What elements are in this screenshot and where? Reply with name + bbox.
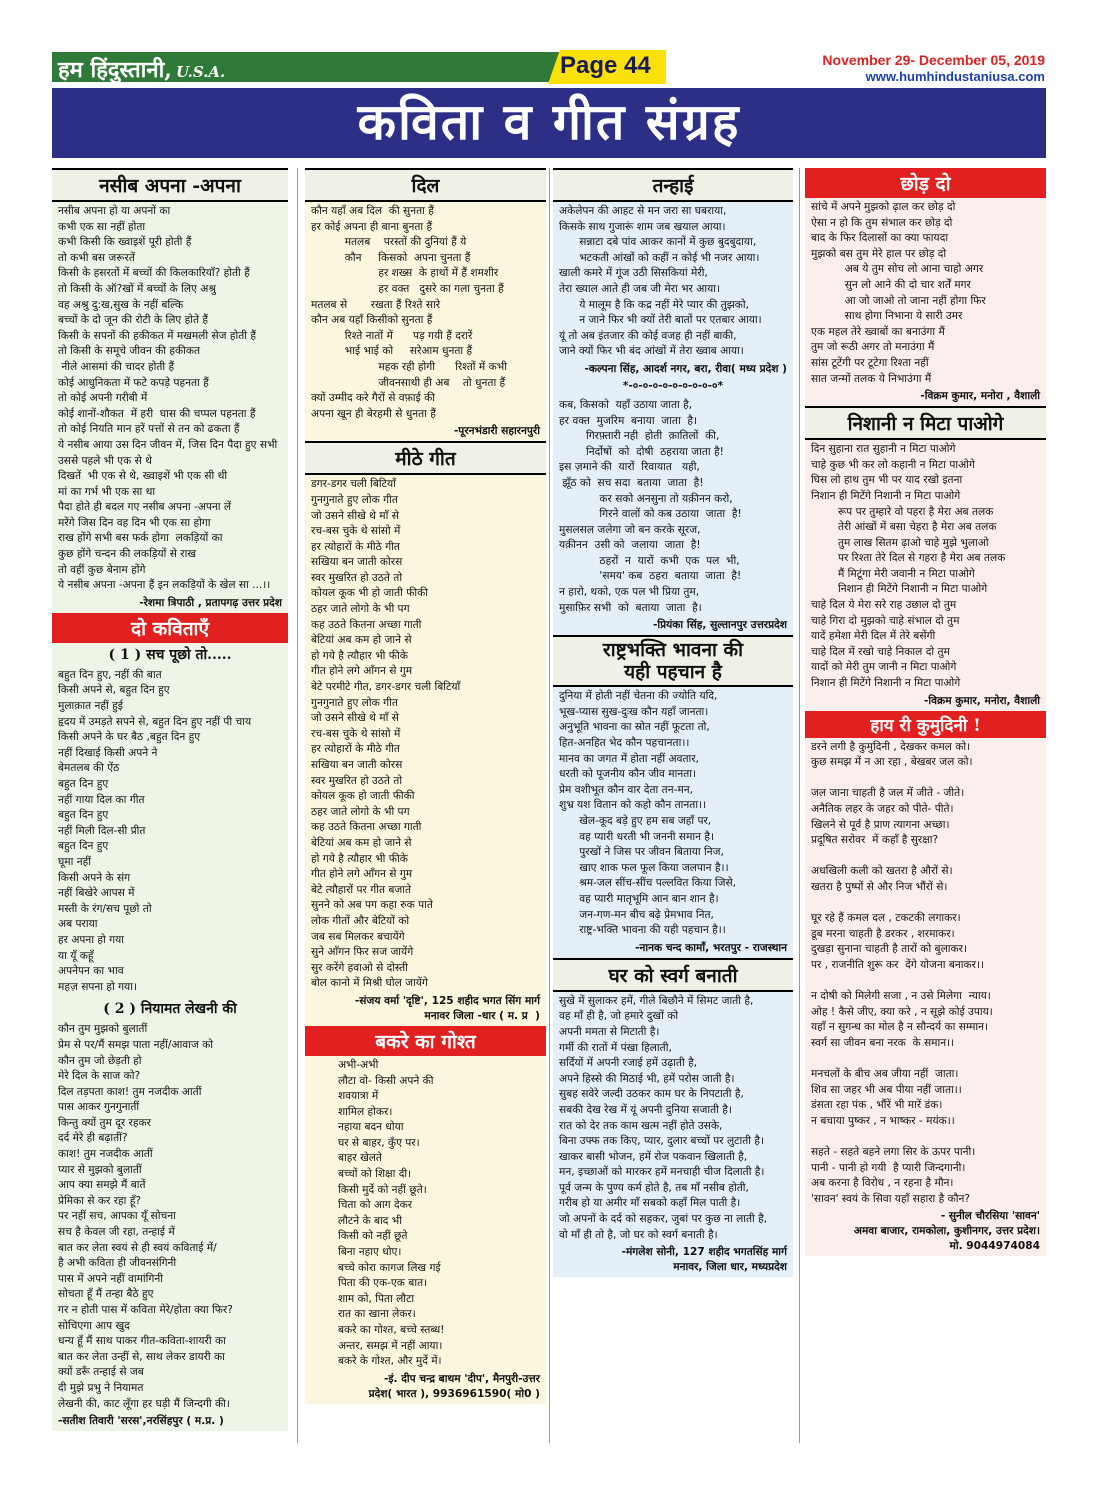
poem-body: अकेलेपन की आहट से मन जरा सा घबराया, किसके साथ गुजारूं शाम जब खयाल आया। सन्नाटा दबे पांव आकर कानों में कुछ बुदबुदाया, भटकती आंखों को कहीं न कोई भी नजर आया। खाली कमरे में गूंज उठी सिसकियां मेरी, तेरा ख्याल आते ही जब जी मेरा भर आया। ये मालूम है कि कद्र नहीं मेरे प्यार की तुझको, न जाने फिर भी क्यों तेरी बातों पर एतबार आया। यूं तो अब इंतजार की कोई वजह ही नहीं बाकी, जाने क्यों फिर भी बंद आंखों में तेरा ख्वाब आया। — [559, 205, 762, 358]
poem-tanhai — [553, 168, 793, 396]
column-3 — [553, 168, 793, 1443]
poem-meethe-geet — [305, 441, 546, 1026]
poem-body: दुनिया में होती नहीं चेतना की ज्योति यदि, भूख-प्यास सुख-दुःख कौन यहाँ जानता। अनुभूति भावना का स्रोत नहीं फूटता तो, हित-अनहित भेद कौन पहचानता।। मानव का जगत में होता नहीं अवतार, धरती को पूजनीय कौन जीव मानता। प्रेम वशीभूत कौन वार देता तन-मन, शुभ्र यश वितान को कहो कौन तानता।। खेल-कूद बड़े हुए हम सब जहाँ पर, वह प्यारी धरती भी जननी समान है। पुरखों ने जिस पर जीवन बिताया निज, खाए शाक फल फूल किया जलपान है।। श्रम-जल सींच-सींच पल्लवित किया जिसे, वह प्यारी मातृभूमि आन बान शान है। जन-गण-मन बीच बढ़े प्रेमभाव नित, राष्ट्र-भक्ति भावना की यही पहचान है।। — [559, 690, 737, 937]
poem-chhod-do — [805, 168, 1046, 406]
poem-body: नसीब अपना हो या अपनों का कभी एक सा नहीं होता कभी किसी कि ख्वाइशें पूरी होती हैं तो कभी बस जरूरतें किसी के हसरतों में बच्चों की किलकारियाँ? होती हैं तो किसी के ऑ?खों में बच्चों के लिए अश्रु वह अश्रु दु:ख,सुख के नहीं बल्कि बच्चों के दो जून की रोटी के लिए होते हैं किसी के सपनों की हकीकत में मखमली सेज होती हैं तो किसी के समूचे जीवन की हकीकत नीले आसमां की चादर होती हैं कोई आधुनिकता में फटे कपड़े पहनता हैं तो कोई अपनी गरीबी में कोई शानों-शौकत में हरी घास की चप्पल पहनता हैं तो कोई नियति मान हरें पत्तों से तन को ढकता हैं ये नसीब आया उस दिन जीवन में, जिस दिन पैदा हुए सभी उससे पहले भी एक से थे दिखतें भी एक से थे, ख्वाइशें भी एक सी थी मां का गर्भ भी एक सा था पैदा होते ही बदल गए नसीब अपना -अपना लें मरेंगे जिस दिन वह दिन भी एक सा होगा राख होंगे सभी बस फर्क होगा लकड़ियों का कुछ होंगे चन्दन की लकड़ियों से राख तो वहीं कुछ बेनाम होंगे ये नसीब अपना -अपना हैं इन लकड़ियों के खेल सा ...।। — [58, 205, 278, 592]
poem-body: दिन सुहाना रात सुहानी न मिटा पाओगे चाहे कुछ भी कर लो कहानी न मिटा पाओगे घिस लो हाथ तुम भी पर याद रखो इतना निशान ही मिटेंगे निशानी न मिटा पाओगे रूप पर तुम्हारे वो पहरा है मेरा अब तलक तेरी आंखों में बसा चेहरा है मेरा अब तलक तुम लाख सितम ढ़ाओ चाहे मुझे भुलाओ पर रिश्ता तेरे दिल से गहरा है मेरा अब तलक मैं मिटूंगा मेरी जवानी न मिटा पाओगे निशान ही मिटेंगे निशानी न मिटा पाओगे चाहे दिल ये मेरा सरे राह उछाल दो तुम चाहे गिरा दो मुझको चाहे संभाल दो तुम यादें हमेशा मेरी दिल में तेरे बसेंगी चाहे दिल में रखो चाहे निकाल दो तुम यादों को मेरी तुम जानी न मिटा पाओगे निशान ही मिटेंगे निशानी न मिटा पाओगे — [811, 443, 1006, 690]
poem-separator: *-०-०-०-०-०-०-०-०-०* — [622, 379, 724, 392]
publication-location: U.S.A. — [175, 63, 226, 81]
column-1 — [52, 168, 288, 1443]
issue-date: November 29- December 05, 2019 — [822, 52, 1045, 68]
poem-ghar-ko-swarg — [553, 958, 793, 1278]
poem-title: छोड़ दो — [805, 168, 1046, 198]
poem-body: डरने लगी है कुमुदिनी , देखकर कमल को। कुछ समझ में न आ रहा , बेखबर जल को। जल जाना चाहती है जल में जीते - जीते। अनैतिक लहर के जहर को पीते- पीते। खिलने से पूर्व है प्राण त्यागना अच्छा। प्रदूषित सरोवर में कहाँ है सुरक्षा? अधखिली कली को खतरा है औरों से। खतरा है पुष्पों से और निज भौंरों से। घूर रहे हैं कमल दल , टकटकी लगाकर। डूब मरना चाहती है डरकर , शरमाकर। दुखड़ा सुनाना चाहती है तारों को बुलाकर। पर , राजनीति शुरू कर देंगे योजना बनाकर।। न दोषी को मिलेगी सजा , न उसे मिलेगा न्याय। ओह ! कैसे जीए, क्या करे , न सूझे कोई उपाय। यहाँ न सुगन्ध का मोल है न सौन्दर्य का सम्मान। स्वर्ग सा जीवन बना नरक के समान।। मनचलों के बीच अब जीया नहीं जाता। शिव सा जहर भी अब पीया नहीं जाता।। डंसता रहा पंक , भौंरें भी मारें डंक। न बचाया पुष्कर , न भाष्कर - मयंक।। सहते - सहते बहने लगा सिर के ऊपर पानी। पानी - पानी हो गयी है प्यारी जिन्दगानी। अब करना है विरोध , न रहना है मौन। 'सावन' स्वयं के सिवा यहाँ सहारा है कौन? — [811, 740, 993, 1205]
poem-author: -मंगलेश सोनी, 127 शहीद भगतसिंह मार्ग मनावर, जिला धार, मध्यप्रदेश — [621, 1246, 787, 1274]
poem-body: सांचे में अपने मुझको ढ़ाल कर छोड़ दो ऐसा न हो कि तुम संभाल कर छोड़ दो बाद के फिर दिलासों का क्या फायदा मुझको बस तुम मेरे हाल पर छोड़ दो अब ये तुम सोच लो आना चाहो अगर सुन लो आने की दो चार शर्तें मगर आ जो जाओ तो जाना नहीं होगा फिर साथ होगा निभाना ये सारी उमर एक महल तेरे ख्वाबों का बनाउंगा मैं तुम जो रूठी अगर तो मनाउंगा मैं सांस टूटेंगी पर टूटेगा रिश्ता नहीं सात जन्मों तलक ये निभाउंगा मैं — [811, 201, 986, 385]
poem-body: कौन यहाँ अब दिल की सुनता हैं हर कोई अपना ही बाना बुनता हैं मतलब परस्तों की दुनियां हैं ये कौन किसको अपना चुनता हैं हर शख्स के हाथों में हैं शमशीर हर वक्त दुसरे का गला चुनता हैं मतलब से रखता हैं रिश्ते सारे कौन अब यहाँ किसीको सुनता हैं रिश्ते नातों में पड़ गयी हैं दरारें भाई भाई को सरेआम धुनता हैं महक रही होगी रिश्तों में कभी जीवनसाथी ही अब तो धुनता हैं क्यों उम्मीद करे गैरों से वफ़ाई की अपना खून ही बेरहमी से धुनता हैं — [311, 205, 507, 420]
poem-title: हाय री कुमुदिनी ! — [805, 711, 1046, 738]
publication-name: हम हिंदुस्तानी, U.S.A. — [58, 57, 226, 83]
poem-author: -संजय वर्मा 'दृष्टि', 125 शहीद भगत सिंग मार्ग मनावर जिला -धार ( म. प्र ) — [354, 994, 540, 1022]
page-number: Page 44 — [560, 52, 651, 79]
website-link[interactable]: www.humhindustaniusa.com — [865, 69, 1045, 84]
column-2 — [305, 168, 546, 1443]
poem-body: बहुत दिन हुए, नहीं की बात किसी अपने से, बहुत दिन हुए मुलाक़ात नहीं हुई हृदय में उमड़ते सपने से, बहुत दिन हुए नहीं पी चाय किसी अपने के घर बैठ ,बहुत दिन हुए नहीं दिखाई किसी अपने ने बेमतलब की ऐंठ बहुत दिन हुए नहीं गाया दिल का गीत बहुत दिन हुए नहीं मिली दिल-सी प्रीत बहुत दिन हुए घूमा नहीं किसी अपने के संग नहीं बिखेरे आपस में मस्ती के रंग/सच पूछो तो अब पराया हर अपना हो गया या यूँ कहूँ अपनेपन का भाव महज़ सपना हो गया। — [58, 668, 252, 993]
poem-author: -रेशमा त्रिपाठी , प्रतापगढ़ उत्तर प्रदेश — [139, 596, 282, 609]
poem-nishani — [805, 406, 1046, 711]
poem-title: नसीब अपना -अपना — [52, 168, 288, 202]
poem-ghazal — [553, 396, 793, 635]
poem-title: राष्ट्रभक्ति भावना की यही पहचान है — [553, 635, 793, 687]
poem-title: दो कविताएँ — [52, 613, 288, 643]
poem-author: -इं. दीप चन्द्र बाथम 'दीप', मैनपुरी-उत्तर प्रदेश( भारत ), 9936961590( मो0 ) — [368, 1372, 540, 1400]
poem-author: -सतीश तिवारी 'सरस',नरसिंहपुर ( म.प्र. ) — [58, 1415, 224, 1428]
section-title: कविता व गीत संग्रह — [357, 92, 741, 151]
poem-author: -प्रियंका सिंह, सुल्तानपुर उत्तरप्रदेश — [652, 619, 787, 632]
poem-author: -पूरनभंडारी सहारनपुरी — [453, 425, 540, 438]
poem-body: कौन तुम मुझको बुलातीं प्रेम से पर/मैं समझ पाता नहीं/आवाज को कौन तुम जो छेड़ती हो मेरे दिल के साज को? दिल तड़पता काश! तुम नजदीक आतीं पास आकर गुनगुनातीं किन्तु क्यों तुम दूर रहकर दर्द मेरे ही बढ़ातीं? काश! तुम नजदीक आतीं प्यार से मुझको बुलातीं आप क्या समझे मैं बातें प्रेमिका से कर रहा हूँ? पर नहीं सच, आपका यूँ सोचना सच है केवल जी रहा, तन्हाई में बात कर लेता स्वयं से ही स्वयं कविताई में/ है अभी कविता ही जीवनसंगिनी पास में अपने नहीं वामांगिनी सोचता हूँ मैं तन्हा बैठे हुए गर न होती पास में कविता मेरे/होता क्या फिर? सोचिएगा आप खुद धन्य हूँ मैं साथ पाकर गीत-कविता-शायरी का बात कर लेता उन्हीं से, साथ लेकर डायरी का क्यों डरूँ तन्हाई से जब दी मुझे प्रभु ने नियामत लेखनी की, काट लूँगा हर घड़ी मैं जिन्दगी की। — [58, 1023, 233, 1410]
poem-title: तन्हाई — [553, 168, 793, 202]
poem-title: दिल — [305, 168, 546, 202]
column-divider — [549, 168, 550, 1443]
column-4 — [805, 168, 1046, 1443]
poem-title: निशानी न मिटा पाओगे — [805, 406, 1046, 440]
poem-author: -नानक चन्द कामाँ, भरतपुर - राजस्थान — [635, 941, 787, 954]
poem-dil — [305, 168, 546, 441]
column-divider — [799, 168, 800, 1443]
poem-do-kavitayen — [52, 613, 288, 1431]
poem-rashtrabhakti — [553, 635, 793, 958]
poem-author: - सुनील चौरसिया 'सावन' अमवा बाजार, रामकोला, कुशीनगर, उत्तर प्रदेश। मो. 9044974084 — [853, 1210, 1040, 1253]
poem-title: घर को स्वर्ग बनाती — [553, 958, 793, 992]
poem-body: अभी-अभी लौटा वो- किसी अपने की शवयात्रा में शामिल होकर। नहाया बदन धोया घर से बाहर, कुँए पर। बाहर खेलते बच्चों को शिक्षा दी। किसी मुर्दे को नहीं छूते। चिता को आग देकर लौटने के बाद भी किसी को नहीं छूते बिना नहाए धोए। बच्चे कोरा कागज लिख गई पिता की एक-एक बात। शाम को, पिता लौटा रात का खाना लेकर। बकरे का गोश्त, बच्चे स्तब्ध! अन्तर, समझ में नहीं आया। बकरे के गोश्त, और मुर्दे में। — [337, 1058, 445, 1368]
poem-subtitle: ( 1 ) सच पूछो तो..... — [108, 646, 232, 663]
column-divider — [297, 168, 298, 1443]
poem-author: -विक्रम कुमार, मनोरा , वैशाली — [920, 390, 1040, 403]
poem-body: सुखे में सुलाकर हमें, गीले बिछौने में सिमट जाती है, वह माँ ही है, जो हमारे दुखों को अपनी ममता से मिटाती है। गर्मी की रातों में पंखा हिलाती, सर्दियों में अपनी रजाई हमें उढ़ाती है, अपने हिस्से की मिठाई भी, हमें परोस जाती है। सुबह सवेरे जल्दी उठकर काम घर के निपटाती है, सबकी देख रेख में यूं अपनी दुनिया सजाती है। रात को देर तक काम खत्म नहीं होते उसके, बिना उफ्फ तक किए, प्यार, दुलार बच्चों पर लुटाती है। खाकर बासी भोजन, हमें रोज पकवान खिलाती है, मन, इच्छाओं को मारकर हमें मनचाही चीज दिलाती है। पूर्व जन्म के पुण्य कर्म होते है, तब माँ नसीब होती, गरीब हो या अमीर माँ सबको कहाँ मिल पाती है। जो अपनों के दर्द को सहकर, जुबां पर कुछ ना लाती है, वो माँ ही तो है, जो घर को स्वर्ग बनाती है। — [559, 994, 768, 1241]
poem-author: -कल्पना सिंह, आदर्श नगर, बरा, रीवा( मध्य प्रदेश ) — [584, 362, 787, 375]
poem-naseeb — [52, 168, 288, 613]
poem-title: मीठे गीत — [305, 441, 546, 475]
poem-body: कब, किसको यहाँ उठाया जाता है, हर वक्त मुजरिम बनाया जाता है। गिरफ़्तारी नही होती क़ातिलों की, निर्दोषों को दोषी ठहराया जाता है! इस ज़माने की यारों रिवायात यही, झूँठ को सच सदा बताया जाता है! कर सको अनसुना तो यक़ीनन करो, गिरने वालों को कब उठाया जाता है! मुसलसल जलेगा जो बन करके सूरज, यक़ीनन उसी को जलाया जाता है! ठहरों न यारों कभी एक पल भी, 'समय' कब ठहरा बताया जाता है! न हारो, थको, एक पल भी प्रिया तुम, मुसाफ़िर सभी को बताया जाता है। — [559, 398, 742, 614]
poem-kumudini — [805, 711, 1046, 1257]
poem-title: बकरे का गोश्त — [305, 1026, 546, 1056]
poem-author: -विक्रम कुमार, मनोरा, वैशाली — [924, 694, 1040, 707]
poem-subtitle: ( 2 ) नियामत लेखनी की — [103, 1001, 237, 1018]
poem-body: डगर-डगर चली बिटियाँ गुनगुनाते हुए लोक गीत जो उसने सीखे थे माँ से रच-बस चुके थे सांसो में हर त्योहारों के मीठे गीत सखिया बन जाती कोरस स्वर मुखरित हो उठते तो कोयल कूक भी हो जाती फीकी ठहर जाते लोगो के भी पग कह उठते कितना अच्छा गाती बेटियां अब कम हो जाने से हो गये है त्यौहार भी फीके गीत होने लगे आँगन से गुम बेटे परमीटे गीत, डगर-डगर चली बिटियाँ गुनगुनाते हुए लोक गीत जो उसने सीखे थे माँ से रच-बस चुके थे सांसो में हर त्योहारों के मीठे गीत सखिया बन जाती कोरस स्वर मुखरित हो उठते तो कोयल कूक हो जाती फीकी ठहर जाते लोगो के भी पग कह उठते कितना अच्छा गाती बेटियां अब कम हो जाने से हो गये है त्यौहार भी फीके गीत होने लगे आँगन से गुम बेटे त्यौहारों पर गीत बजाते सुनने को अब पग कहा रुक पाते लोक गीतों और बेटियों को जब सब मिलकर बचायेंगे सुने आँगन फिर सज जायेंगे सुर करेंगे हवाओ से दोस्ती बोल कानो में मिश्री घोल जायेंगे — [311, 478, 461, 990]
poem-bakre-ka-gosht — [305, 1026, 546, 1404]
